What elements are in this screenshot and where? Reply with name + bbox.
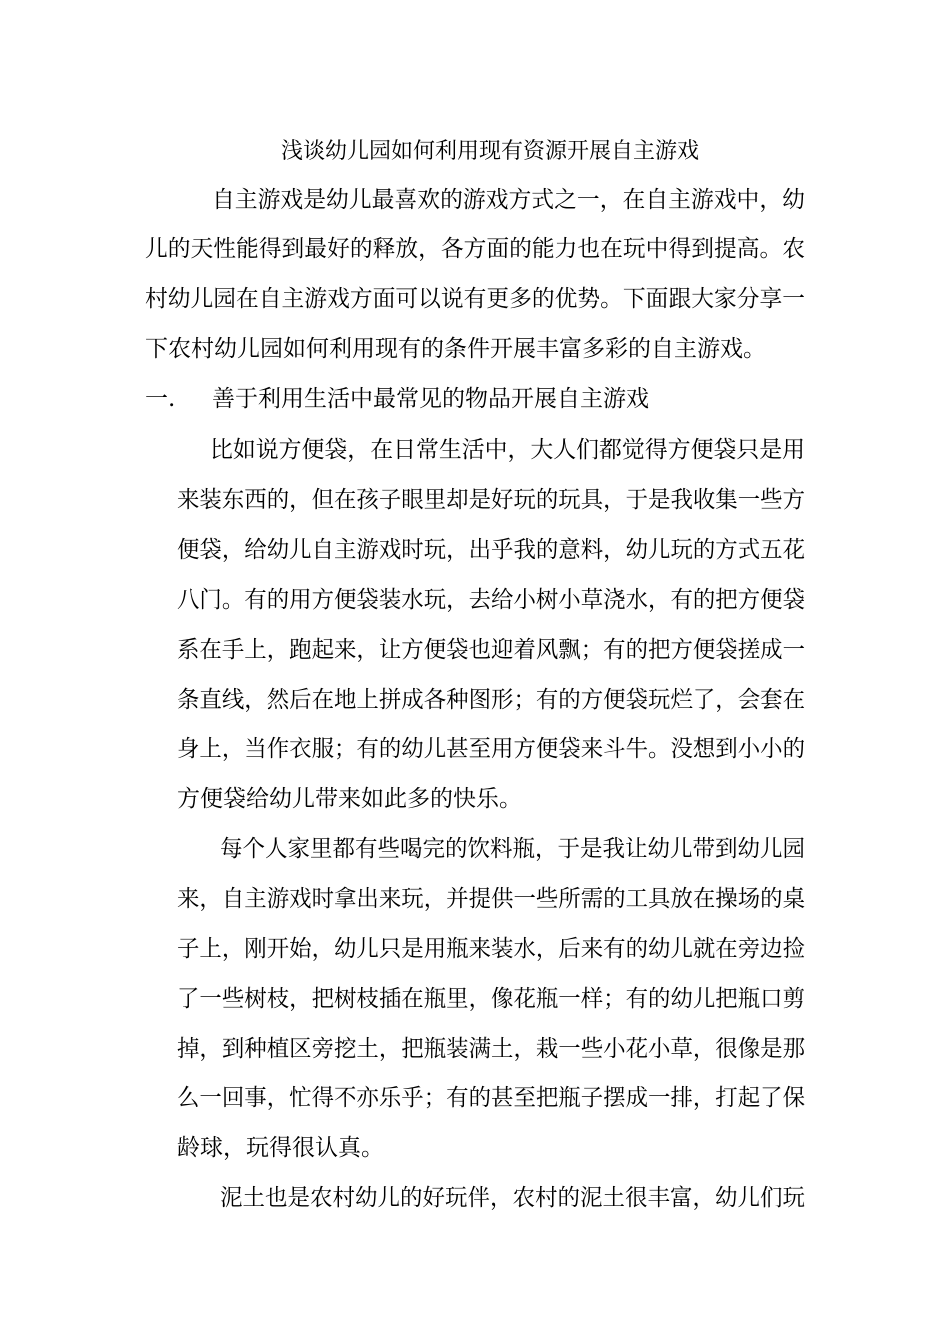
- para1-line-5: 系在手上，跑起来，让方便袋也迎着风飘；有的把方便袋搓成一: [177, 637, 806, 663]
- section-number: 一.: [145, 386, 176, 412]
- section-heading: 善于利用生活中最常见的物品开展自主游戏: [212, 386, 649, 412]
- para2-line-2: 来，自主游戏时拿出来玩，并提供一些所需的工具放在操场的桌: [177, 886, 806, 912]
- para2-line-5: 掉，到种植区旁挖土，把瓶装满土，栽一些小花小草，很像是那: [177, 1036, 806, 1062]
- para1-line-1: 比如说方便袋，在日常生活中，大人们都觉得方便袋只是用: [210, 437, 806, 463]
- intro-line-1: 自主游戏是幼儿最喜欢的游戏方式之一，在自主游戏中，幼: [212, 187, 805, 213]
- para1-line-8: 方便袋给幼儿带来如此多的快乐。: [177, 786, 522, 812]
- para1-line-3: 便袋，给幼儿自主游戏时玩，出乎我的意料，幼儿玩的方式五花: [177, 537, 806, 563]
- para2-line-7: 龄球，玩得很认真。: [177, 1135, 384, 1161]
- para1-line-2: 来装东西的，但在孩子眼里却是好玩的玩具，于是我收集一些方: [177, 487, 806, 513]
- para2-line-1: 每个人家里都有些喝完的饮料瓶，于是我让幼儿带到幼儿园: [220, 836, 806, 862]
- intro-line-4: 下农村幼儿园如何利用现有的条件开展丰富多彩的自主游戏。: [145, 336, 766, 362]
- para1-line-7: 身上，当作衣服；有的幼儿甚至用方便袋来斗牛。没想到小小的: [177, 736, 806, 762]
- intro-line-3: 村幼儿园在自主游戏方面可以说有更多的优势。下面跟大家分享一: [145, 286, 805, 312]
- para1-line-6: 条直线，然后在地上拼成各种图形；有的方便袋玩烂了，会套在: [177, 687, 806, 713]
- document-title: 浅谈幼儿园如何利用现有资源开展自主游戏: [280, 139, 699, 164]
- para2-line-6: 么一回事，忙得不亦乐乎；有的甚至把瓶子摆成一排，打起了保: [177, 1085, 806, 1111]
- para2-line-4: 了一些树枝，把树枝插在瓶里，像花瓶一样；有的幼儿把瓶口剪: [177, 986, 806, 1012]
- para3-line-1: 泥土也是农村幼儿的好玩伴，农村的泥土很丰富，幼儿们玩: [220, 1185, 806, 1211]
- para1-line-4: 八门。有的用方便袋装水玩，去给小树小草浇水，有的把方便袋: [177, 587, 806, 613]
- intro-line-2: 儿的天性能得到最好的释放，各方面的能力也在玩中得到提高。农: [145, 236, 805, 262]
- para2-line-3: 子上，刚开始，幼儿只是用瓶来装水，后来有的幼儿就在旁边捡: [177, 936, 806, 962]
